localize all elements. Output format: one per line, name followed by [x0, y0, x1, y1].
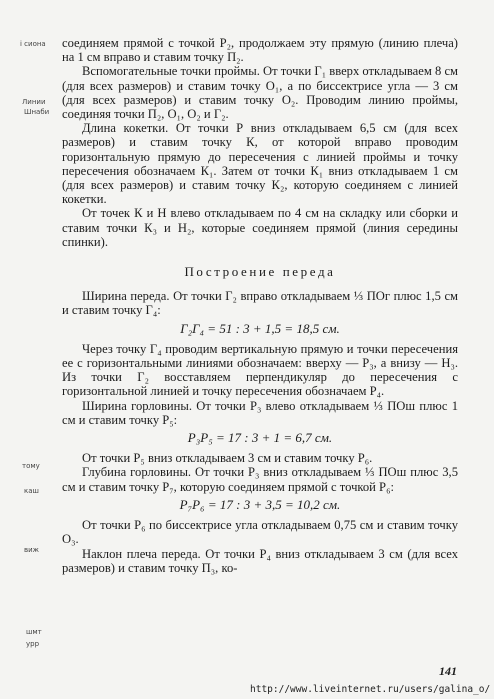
page-number: 141 — [439, 664, 457, 678]
paragraph: Через точку Г₄ проводим вертикальную прямую и точки пересечения ее с горизонтальными линиями обозначаем: вверху — Р₃, а внизу — Н₃. Из точки Г₂ восставляем перпендикуляр до пересечения с горизонтальной линией и точку пересечения обозначаем Р₄. — [62, 341, 458, 399]
paragraph: От точки Р₅ вниз откладываем 3 см и ставим точку Р₆. — [82, 451, 373, 466]
paragraph: От точек К и Н влево откладываем по 4 см на складку или сборки и ставим точки К₃ и Н₂, которые соединяем прямой (линия середины спинки). — [62, 206, 458, 249]
paragraph: Наклон плеча переда. От точки Р₄ вниз откладываем 3 см (для всех размеров) и ставим точку П₃, ко- — [62, 546, 458, 575]
margin-note: i сиона — [20, 40, 46, 48]
paragraph: Глубина горловины. От точки Р₃ вниз откладываем ⅓ ПОш плюс 3,5 см и ставим точку Р₇, которую соединяем прямой с точкой Р₆: — [62, 465, 458, 494]
source-url: http://www.liveinternet.ru/users/galina_o/ — [250, 684, 491, 695]
paragraph: От точки Р₆ по биссектрисе угла откладываем 0,75 см и ставим точку О₃. — [62, 518, 458, 547]
margin-note: Шнаби — [24, 108, 50, 116]
margin-note: урр — [26, 640, 40, 648]
margin-note: Линии — [22, 98, 46, 106]
paragraph: Вспомогательные точки проймы. От точки Г₁ вверх откладываем 8 см (для всех размеров) и ставим точку О₁, а по биссектрисе угла — 3 см (для всех размеров) и ставим точку О₂. Проводим линию проймы, соединяя точки П₂, О₁, О₂ и Г₂. — [62, 64, 458, 122]
formula: Г₂Г₄ = 51 : 3 + 1,5 = 18,5 см. — [180, 320, 340, 336]
margin-note: каш — [24, 487, 39, 495]
paragraph: Ширина горловины. От точки Р₃ влево откладываем ⅓ ПОш плюс 1 см и ставим точку Р₅: — [62, 398, 458, 427]
formula: Р₇Р₆ = 17 : 3 + 3,5 = 10,2 см. — [179, 496, 341, 512]
paragraph: соединяем прямой с точкой Р₂, продолжаем эту прямую (линию плеча) на 1 см вправо и ставим точку П₂. — [62, 36, 458, 65]
margin-note: тому — [22, 462, 40, 470]
paragraph: Длина кокетки. От точки Р вниз откладываем 6,5 см (для всех размеров) и ставим точку К, от которой вправо проводим горизонтальную прямую до пересечения с линией проймы и точку пересечения обозначаем К₁. Затем от точки К₁ вниз откладываем 1 см (для всех размеров) и ставим точку К₂, которую соединяем с линией кокетки. — [62, 121, 458, 207]
body-text — [62, 36, 458, 575]
paragraph: Ширина переда. От точки Г₂ вправо откладываем ⅓ ПОг плюс 1,5 см и ставим точку Г₄: — [62, 289, 458, 318]
margin-note: виж — [24, 546, 39, 554]
margin-note: шмт — [26, 628, 42, 636]
section-heading: Построение переда — [184, 264, 336, 280]
formula: Р₃Р₅ = 17 : 3 + 1 = 6,7 см. — [187, 430, 333, 446]
